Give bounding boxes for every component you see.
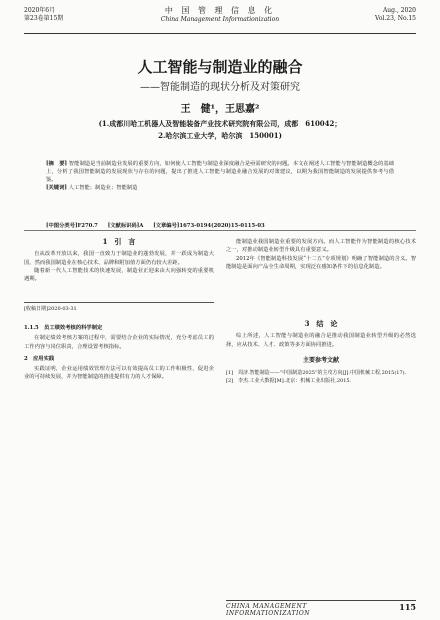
header-volume: 第23卷第15期 [24, 15, 64, 22]
footer-journal: CHINA MANAGEMENT INFORMATIONIZATION [226, 603, 310, 617]
affiliations [60, 118, 380, 142]
affiliation-1: (1.成都川哈工机器人及智能装备产业技术研究院有限公司，成都 610042； [98, 119, 342, 128]
right-column [226, 238, 416, 271]
header-volume-en: Vol.23, No.15 [375, 15, 416, 22]
document-code: [文献标识码]A [107, 223, 144, 229]
right-column-lower [226, 320, 416, 385]
header-right [375, 7, 416, 23]
header-date: 2020年6月 [24, 7, 56, 14]
clc-number: [中图分类号]F270.7 [46, 223, 98, 229]
left-column [24, 238, 214, 283]
reference-item: [1] 周济.智能制造——“中国制造2025”的主攻方向[J].中国机械工程,2015(17). [226, 370, 407, 377]
abstract-label: [摘 要] [46, 161, 68, 167]
paragraph: 实践证明，企业运用绩效管理方法可以有效提高员工的工作积极性，促进企业的可持续发展，并为智能制造的推进提供有力的人才保障。 [24, 366, 214, 381]
abstract-text: 智能制造是当前制造业发展的重要方向，如何使人工智能与制造业深度融合是亟需研究的问题。本文在阐述人工智能与智能制造概念的基础上，分析了我国智能制造的发展现状与存在的问题，提出了推进人工智能与制造业融合发展的对策建议，以期为我国智能制造的发展提供参考与借鉴。 [46, 161, 395, 184]
paragraph: 随着新一代人工智能技术的快速发展，制造业正迎来由大向强转变的重要机遇期。 [24, 267, 214, 283]
paragraph: 自从改革开放以来，我国一直致力于制造业的蓬勃发展，并一跃成为制造大国，然而我国制造业在核心技术、品牌和附加值方面仍有较大差距。 [24, 251, 214, 266]
divider [24, 230, 416, 231]
paper-subtitle: ——智能制造的现状分析及对策研究 [140, 82, 300, 93]
footnote: [收稿日期]2020-03-31 [24, 302, 214, 312]
running-header [24, 6, 416, 34]
keywords-label: [关键词] [46, 185, 67, 192]
section-heading: 2 应用实践 [24, 355, 55, 362]
subsection-heading: 1.1.5 员工绩效考核的科学制定 [24, 325, 103, 331]
paragraph: 能制造业我国制造业重要的发展方向。而人工智能作为智能制造的核心技术之一，对推动制造业转型升级具有重要意义。 [226, 239, 416, 254]
section-heading: 3 结 论 [304, 319, 338, 328]
header-date-en: Aug., 2020 [382, 7, 416, 14]
paragraph: 在制定绩效考核方案的过程中，需要结合企业的实际情况，充分考虑员工的工作内容与岗位职责，合理设置考核指标。 [24, 335, 214, 350]
page-footer [226, 600, 416, 617]
abstract [46, 160, 394, 192]
reference-item: [2] 李杰.工业大数据[M].北京：机械工业出版社,2015. [226, 378, 352, 385]
article-meta [46, 222, 394, 230]
journal-name-en: China Management Informationization [160, 16, 280, 23]
references-heading: 主要参考文献 [302, 356, 339, 364]
section-heading: 1 引 言 [102, 237, 136, 246]
affiliation-2: 2.哈尔滨工业大学，哈尔滨 150001) [158, 131, 282, 140]
page-number: 115 [399, 602, 416, 612]
paragraph: 综上所述，人工智能与制造业的融合是推动我国制造业转型升级的必然选择，应从技术、人才、政策等多方面协同推进。 [226, 333, 416, 348]
keywords-text: 人工智能；制造业；智能制造 [68, 185, 138, 192]
journal-name-cn: 中 国 管 理 信 息 化 [164, 6, 276, 15]
paper-title: 人工智能与制造业的融合 [137, 58, 303, 76]
article-number: [文章编号]1673-0194(2020)15-0115-03 [153, 223, 265, 229]
paper-authors: 王 健¹，王思嘉² [180, 104, 260, 115]
left-column-lower [24, 320, 214, 382]
paragraph: 2012年《智能制造科技发展“十二五”专项规划》明确了智能制造的含义。智能制造是面向产品全生命周期，实现泛在感知条件下的信息化制造。 [226, 255, 416, 270]
